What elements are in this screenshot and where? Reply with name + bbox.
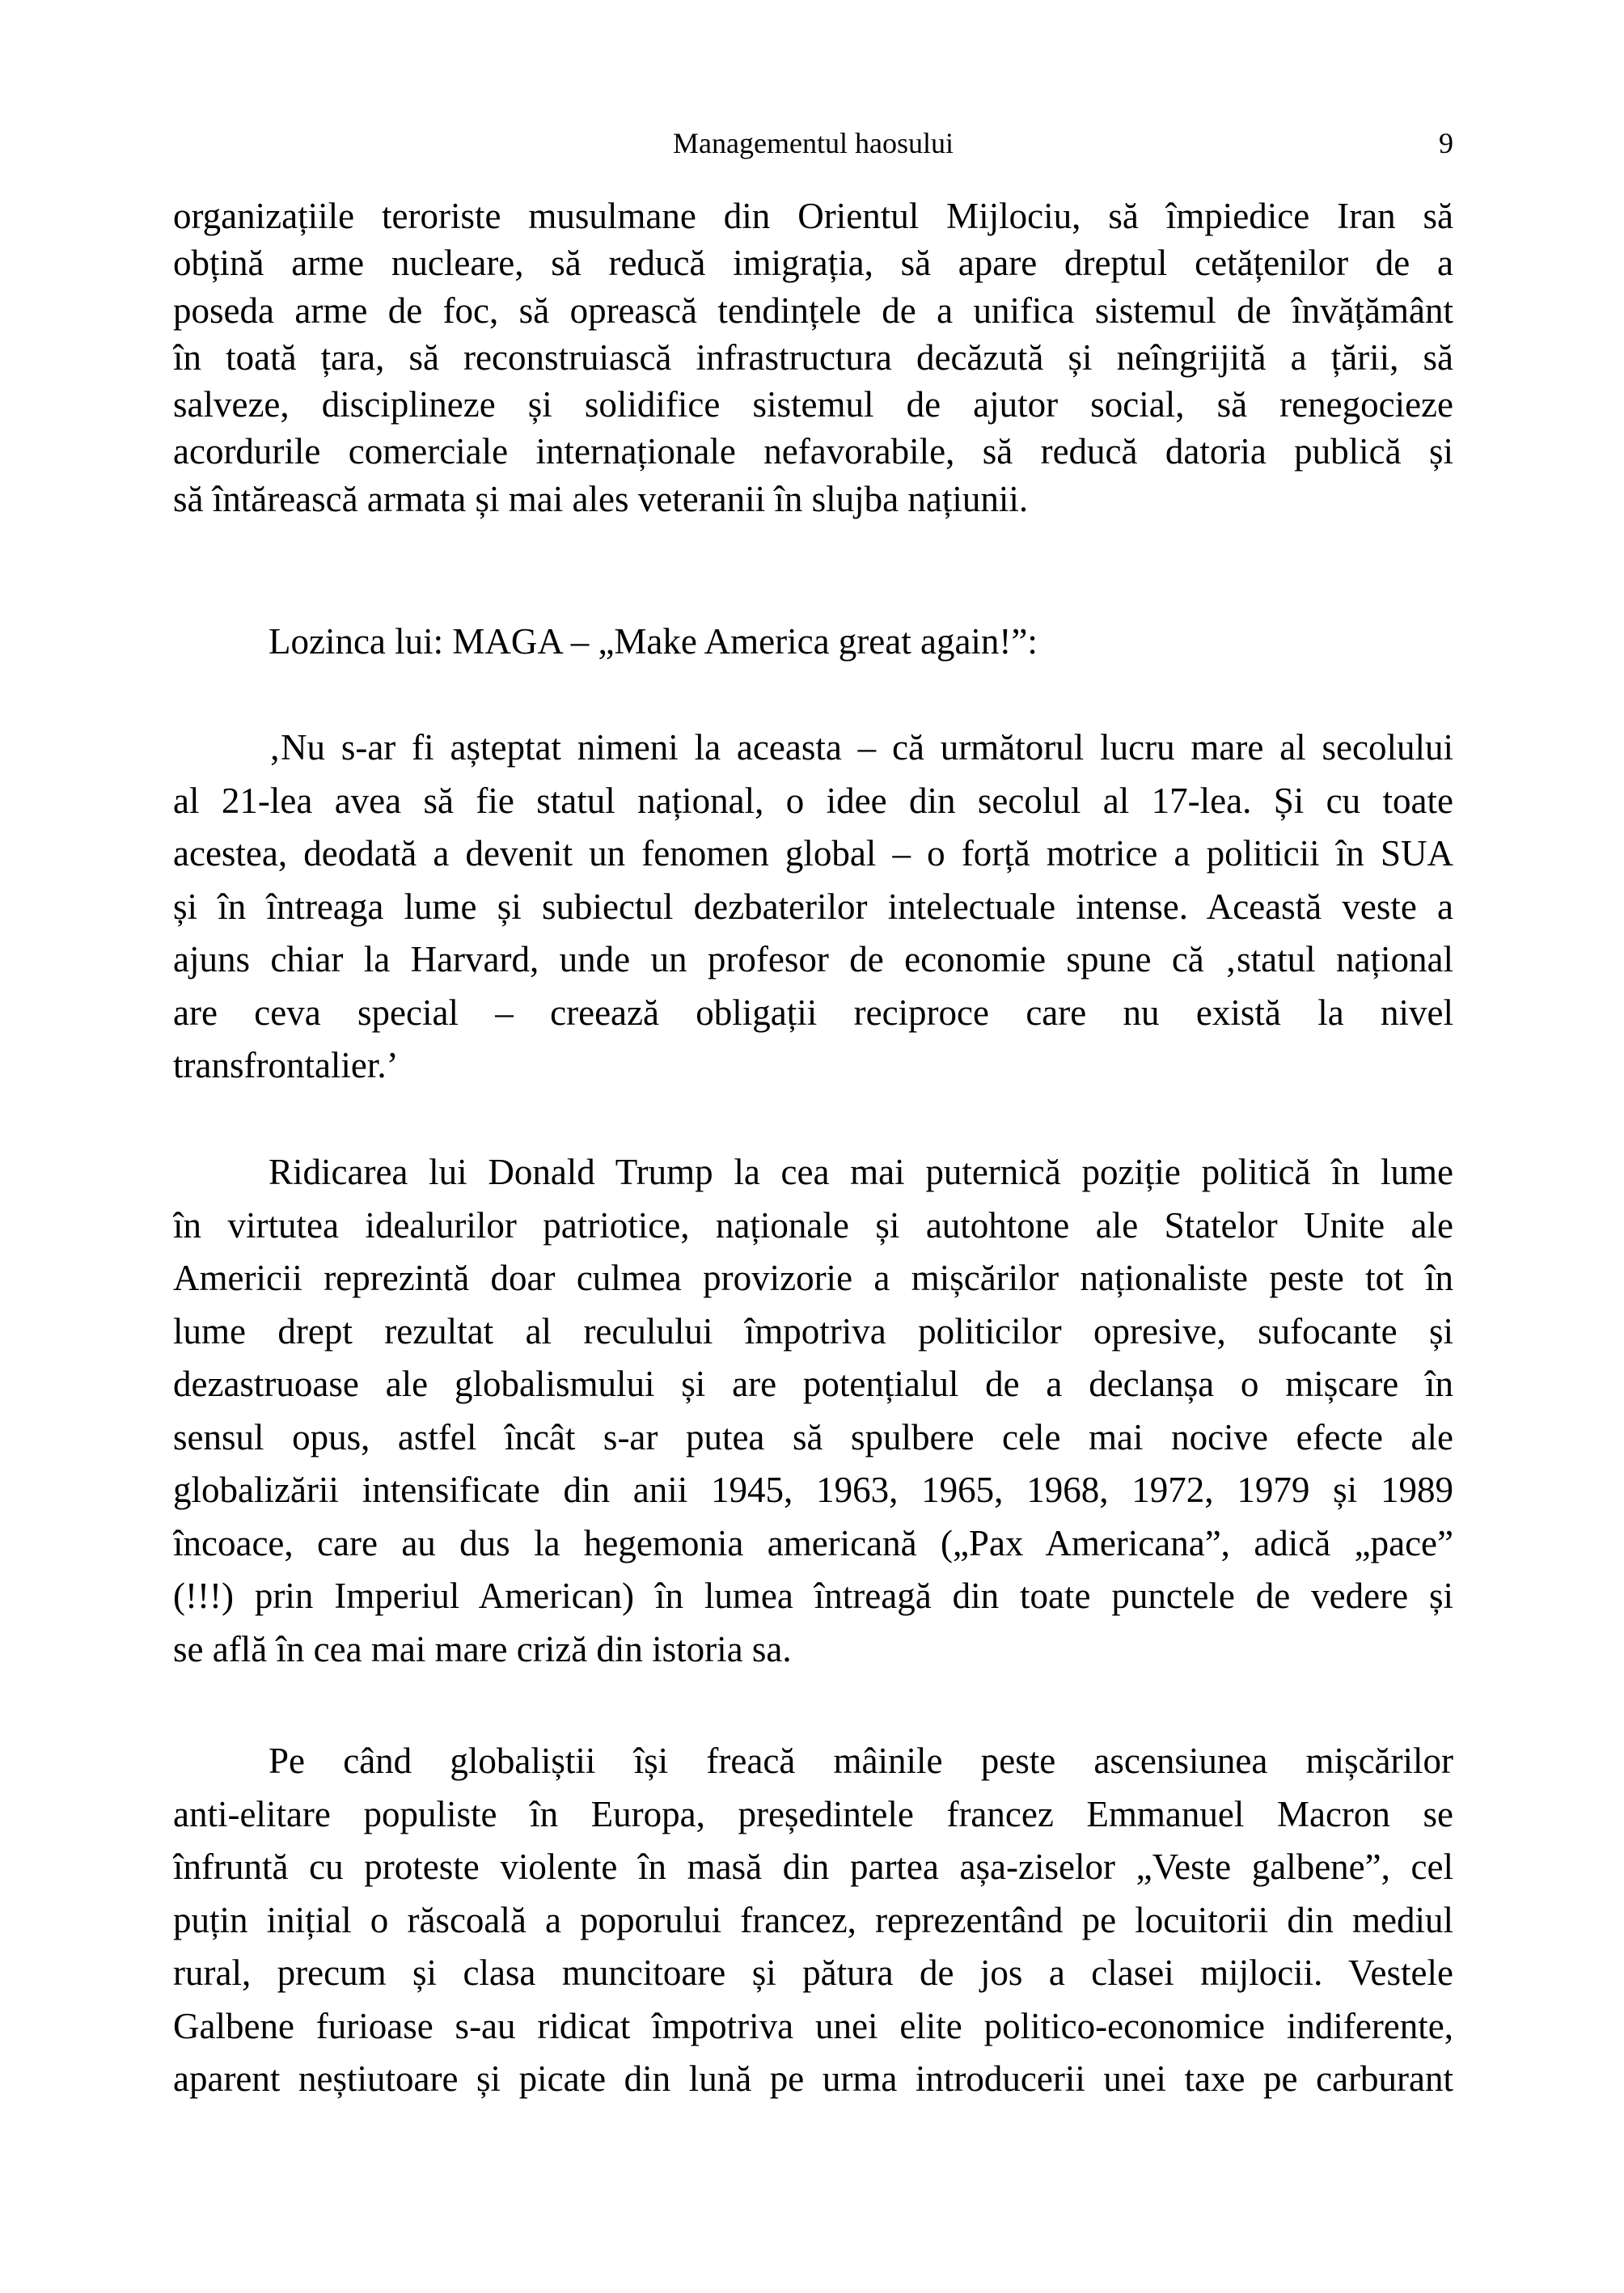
text-line: acestea, deodată a devenit un fenomen global – o forță motrice a politicii în SUA [173, 833, 1453, 874]
text-line: ‚Nu s-ar fi așteptat nimeni la aceasta – că următorul lucru mare al secolului [269, 727, 1453, 768]
paragraph-continued-goals [173, 192, 1453, 522]
paragraph-slogan [173, 618, 1453, 665]
text-line: transfrontalier.’ [173, 1045, 399, 1085]
page-number: 9 [1439, 127, 1453, 159]
text-line: ajuns chiar la Harvard, unde un profesor de economie spune că ‚statul național [173, 939, 1453, 979]
running-title: Managementul haosului [673, 127, 954, 159]
text-line: organizațiile teroriste musulmane din Orientul Mijlociu, să împiedice Iran să [173, 196, 1453, 236]
text-line: acordurile comerciale internaționale nefavorabile, să reducă datoria publică și [173, 431, 1453, 472]
text-line: salveze, disciplineze și solidifice sistemul de ajutor social, să renegocieze [173, 384, 1453, 425]
text-line: Pe când globaliștii își freacă mâinile peste ascensiunea mișcărilor [269, 1741, 1453, 1781]
text-line: (!!!) prin Imperiul American) în lumea întreagă din toate punctele de vedere și [173, 1576, 1453, 1616]
text-line: anti-elitare populiste în Europa, președintele francez Emmanuel Macron se [173, 1793, 1453, 1834]
text-line: să întărească armata și mai ales veteranii în slujba națiunii. [173, 478, 1029, 519]
text-line: în toată țara, să reconstruiască infrastructura decăzută și neîngrijită a țării, să [173, 336, 1453, 378]
text-line: puțin inițial o răscoală a poporului francez, reprezentând pe locuitorii din mediul [173, 1899, 1453, 1940]
text-line: se află în cea mai mare criză din istoria sa. [173, 1628, 792, 1669]
paragraph-quote [173, 721, 1453, 1093]
text-line: aparent neștiutoare și picate din lună pe urma introducerii unei taxe pe carburant [173, 2058, 1453, 2099]
text-line: Ridicarea lui Donald Trump la cea mai puternică poziție politică în lume [269, 1152, 1453, 1192]
text-line: dezastruoase ale globalismului și are potențialul de a declanșa o mișcare în [173, 1364, 1453, 1404]
text-line: și în întreaga lume și subiectul dezbaterilor intelectuale intense. Această veste a [173, 886, 1453, 927]
text-line: în virtutea idealurilor patriotice, naționale și autohtone ale Statelor Unite ale [173, 1204, 1453, 1246]
text-line: lume drept rezultat al reculului împotriva politicilor opresive, sufocante și [173, 1310, 1453, 1352]
text-line: încoace, care au dus la hegemonia americană („Pax Americana”, adică „pace” [173, 1522, 1453, 1563]
text-line: Galbene furioase s-au ridicat împotriva unei elite politico-economice indiferente, [173, 2005, 1453, 2046]
text-line: înfruntă cu proteste violente în masă din partea așa-ziselor „Veste galbene”, cel [173, 1847, 1453, 1887]
text-line: Lozinca lui: MAGA – „Make America great again!”: [269, 621, 1038, 662]
running-header [173, 125, 1453, 161]
text-line: obțină arme nucleare, să reducă imigrația, să apare dreptul cetățenilor de a [173, 243, 1453, 284]
paragraph-macron [173, 1735, 1453, 2106]
text-line: Americii reprezintă doar culmea provizorie a mișcărilor naționaliste peste tot în [173, 1258, 1453, 1298]
text-line: are ceva special – creează obligații reciproce care nu există la nivel [173, 992, 1453, 1033]
text-line: sensul opus, astfel încât s-ar putea să spulbere cele mai nocive efecte ale [173, 1416, 1453, 1457]
text-line: poseda arme de foc, să oprească tendințele de a unifica sistemul de învățământ [173, 290, 1453, 331]
text-line: rural, precum și clasa muncitoare și pătura de jos a clasei mijlocii. Vestele [173, 1952, 1453, 1993]
text-line: al 21-lea avea să fie statul național, o idee din secolul al 17-lea. Și cu toate [173, 780, 1453, 821]
text-line: globalizării intensificate din anii 1945, 1963, 1965, 1968, 1972, 1979 și 1989 [173, 1470, 1453, 1510]
paragraph-trump [173, 1146, 1453, 1676]
